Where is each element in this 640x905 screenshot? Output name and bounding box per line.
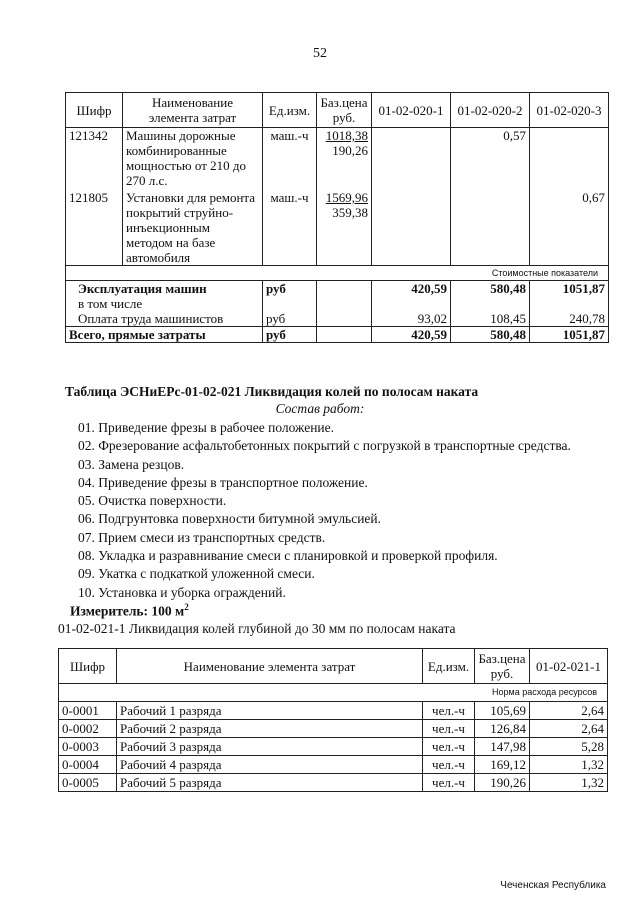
table-row [59, 702, 608, 720]
row-name: Рабочий 5 разряда [117, 774, 423, 792]
workers-table [58, 648, 608, 792]
header-col-2: 01-02-020-2 [451, 93, 530, 128]
summary-unit [263, 296, 317, 311]
summary-value-1: 420,59 [372, 327, 451, 343]
table-title: Таблица ЭСНиЕРс-01-02-021 Ликвидация колей по полосам наката [65, 384, 479, 399]
summary-value-2: 580,48 [451, 281, 530, 297]
measure-unit [70, 602, 189, 620]
measure-label: Измеритель: 100 м [70, 603, 185, 619]
summary-unit: руб [263, 281, 317, 297]
summary-value-3: 1051,87 [530, 327, 609, 343]
summary-empty [317, 327, 372, 343]
summary-value-1: 420,59 [372, 281, 451, 297]
summary-value-3 [530, 296, 609, 311]
header-name: Наименование элемента затрат [117, 649, 423, 684]
table-row [66, 190, 609, 266]
list-item: 01. Приведение фрезы в рабочее положение. [78, 420, 335, 435]
list-item: 10. Установка и уборка ограждений. [78, 584, 286, 600]
summary-value-2: 108,45 [451, 311, 530, 327]
list-item: 07. Прием смеси из транспортных средств. [78, 529, 326, 545]
row-code: 0-0005 [59, 774, 117, 792]
header-col-3: 01-02-020-3 [530, 93, 609, 128]
summary-unit: руб [263, 327, 317, 343]
page-number: 52 [313, 46, 327, 61]
summary-empty [317, 296, 372, 311]
list-item: 05. Очистка поверхности. [78, 493, 227, 509]
row-value: 2,64 [530, 702, 608, 720]
footer-region: Чеченская Республика [500, 880, 606, 891]
machines-table [65, 92, 609, 343]
summary-value-2: 580,48 [451, 327, 530, 343]
row-value-3: 0,67 [530, 190, 609, 266]
row-price: 147,98 [475, 738, 530, 756]
composition-title: Состав работ: [275, 401, 365, 416]
row-unit: чел.-ч [423, 702, 475, 720]
summary-unit: руб [263, 311, 317, 327]
row-price [317, 128, 372, 191]
price-bottom: 359,38 [332, 205, 368, 220]
row-unit: маш.-ч [263, 190, 317, 266]
table-header-row [59, 649, 608, 684]
summary-value-2 [451, 296, 530, 311]
summary-row [66, 281, 609, 297]
row-unit: чел.-ч [423, 738, 475, 756]
header-price: Баз.цена руб. [317, 93, 372, 128]
summary-label: Эксплуатация машин [66, 281, 263, 297]
row-code: 0-0002 [59, 720, 117, 738]
row-value: 1,32 [530, 756, 608, 774]
norm-code-line: 01-02-021-1 Ликвидация колей глубиной до 30 мм по полосам наката [58, 621, 456, 636]
summary-empty [317, 311, 372, 327]
table-header-row [66, 93, 609, 128]
row-name: Рабочий 2 разряда [117, 720, 423, 738]
summary-row [66, 296, 609, 311]
header-code: Шифр [59, 649, 117, 684]
row-name: Рабочий 3 разряда [117, 738, 423, 756]
row-code: 0-0004 [59, 756, 117, 774]
summary-total-row [66, 327, 609, 343]
norm-caption-row [59, 684, 608, 702]
cost-caption: Стоимостные показатели [66, 266, 609, 281]
row-price: 169,12 [475, 756, 530, 774]
row-unit: чел.-ч [423, 756, 475, 774]
row-name: Рабочий 4 разряда [117, 756, 423, 774]
table-row [59, 774, 608, 792]
cost-caption-row [66, 266, 609, 281]
row-name: Установки для ремонта покрытий струйно-инъекционным методом на базе автомобиля [123, 190, 263, 266]
work-steps-list [78, 419, 571, 602]
row-value-2: 0,57 [451, 128, 530, 191]
row-value-1 [372, 128, 451, 191]
norm-caption: Норма расхода ресурсов [59, 684, 608, 702]
row-name: Машины дорожные комбинированные мощностью от 210 до 270 л.с. [123, 128, 263, 191]
header-col-1: 01-02-020-1 [372, 93, 451, 128]
row-code: 0-0003 [59, 738, 117, 756]
row-code: 0-0001 [59, 702, 117, 720]
header-code: Шифр [66, 93, 123, 128]
list-item: 03. Замена резцов. [78, 456, 185, 472]
table-row [59, 756, 608, 774]
row-unit: маш.-ч [263, 128, 317, 191]
header-col-1: 01-02-021-1 [530, 649, 608, 684]
header-unit: Ед.изм. [263, 93, 317, 128]
summary-value-3: 1051,87 [530, 281, 609, 297]
summary-empty [317, 281, 372, 297]
price-top: 1569,96 [325, 190, 368, 205]
summary-label: в том числе [66, 296, 263, 311]
summary-row [66, 311, 609, 327]
header-name: Наименование элемента затрат [123, 93, 263, 128]
list-item: 09. Укатка с подкаткой уложенной смеси. [78, 566, 315, 582]
row-price: 190,26 [475, 774, 530, 792]
table-row [66, 128, 609, 191]
row-price [317, 190, 372, 266]
list-item: 08. Укладка и разравнивание смеси с планировкой и проверкой профиля. [78, 548, 498, 564]
row-code: 121805 [66, 190, 123, 266]
row-price: 126,84 [475, 720, 530, 738]
row-value: 1,32 [530, 774, 608, 792]
summary-label: Оплата труда машинистов [66, 311, 263, 327]
summary-label: Всего, прямые затраты [66, 327, 263, 343]
table-row [59, 738, 608, 756]
summary-value-1 [372, 296, 451, 311]
summary-value-1: 93,02 [372, 311, 451, 327]
price-top: 1018,38 [325, 128, 368, 143]
row-value: 2,64 [530, 720, 608, 738]
measure-exponent: 2 [184, 602, 189, 612]
summary-value-3: 240,78 [530, 311, 609, 327]
price-bottom: 190,26 [332, 143, 368, 158]
list-item: 02. Фрезерование асфальтобетонных покрытий с погрузкой в транспортные средства. [78, 438, 571, 454]
list-item: 06. Подгрунтовка поверхности битумной эмульсией. [78, 511, 382, 527]
row-value-3 [530, 128, 609, 191]
row-price: 105,69 [475, 702, 530, 720]
header-price: Баз.цена руб. [475, 649, 530, 684]
header-unit: Ед.изм. [423, 649, 475, 684]
row-code: 121342 [66, 128, 123, 191]
row-value: 5,28 [530, 738, 608, 756]
list-item: 04. Приведение фрезы в транспортное положение. [78, 474, 368, 490]
row-value-2 [451, 190, 530, 266]
row-unit: чел.-ч [423, 720, 475, 738]
table-row [59, 720, 608, 738]
row-value-1 [372, 190, 451, 266]
row-name: Рабочий 1 разряда [117, 702, 423, 720]
row-unit: чел.-ч [423, 774, 475, 792]
